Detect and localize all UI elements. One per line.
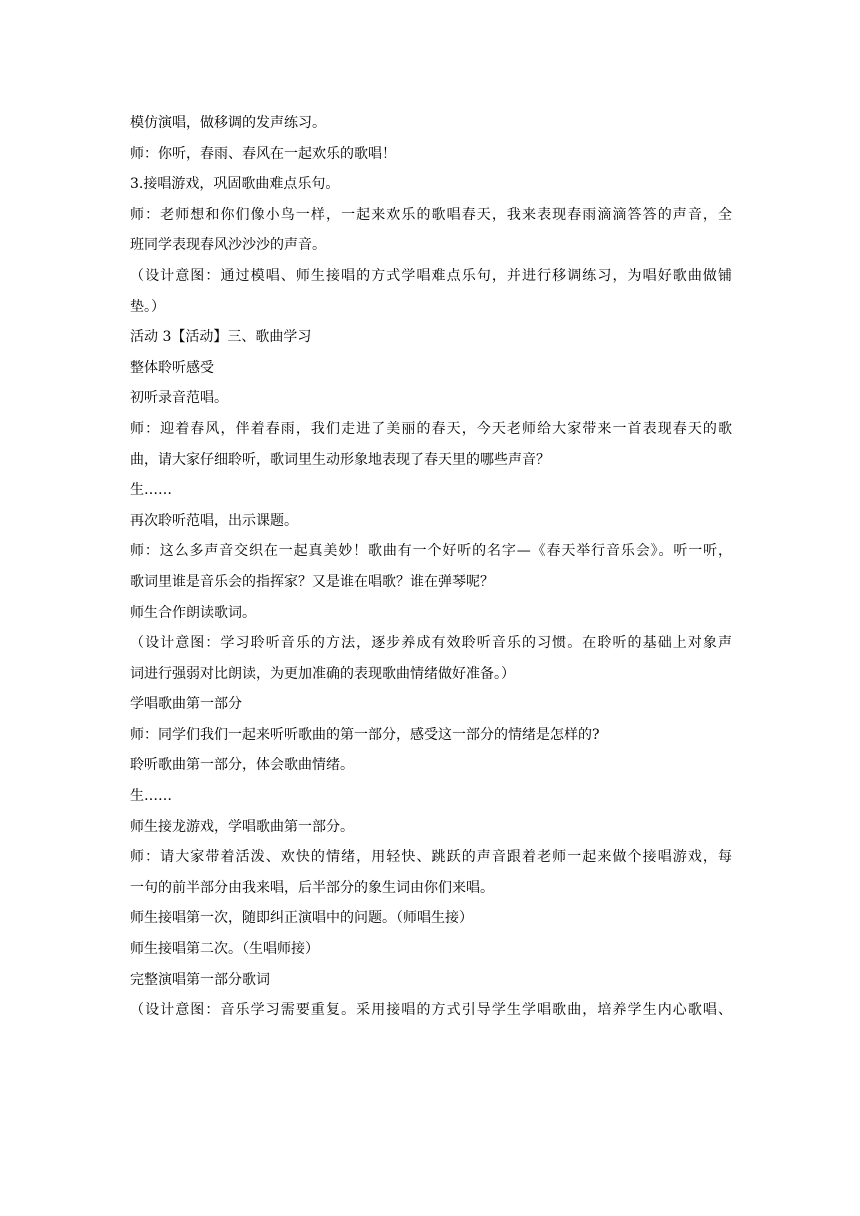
text-line: 再次聆听范唱，出示课题。 bbox=[130, 512, 298, 529]
text-line: 整体聆听感受 bbox=[130, 359, 214, 376]
text-line: 模仿演唱，做移调的发声练习。 bbox=[130, 115, 326, 131]
text-line: （设计意图：音乐学习需要重复。采用接唱的方式引导学生学唱歌曲，培养学生内心歌唱、 bbox=[130, 1002, 732, 1019]
text-line: 师：请大家带着活泼、欢快的情绪，用轻快、跳跃的声音跟着老师一起来做个接唱游戏，每 bbox=[130, 849, 732, 866]
paragraph bbox=[130, 414, 732, 475]
text-line: 一句的前半部分由我来唱，后半部分的象生词由你们来唱。 bbox=[130, 879, 494, 896]
paragraph bbox=[130, 200, 732, 261]
text-line: 初听录音范唱。 bbox=[130, 390, 228, 407]
paragraph bbox=[130, 536, 732, 597]
text-line: 歌词里谁是音乐会的指挥家？又是谁在唱歌？谁在弹琴呢？ bbox=[130, 573, 494, 590]
text-line: 学唱歌曲第一部分 bbox=[130, 696, 242, 713]
paragraph bbox=[130, 261, 732, 322]
text-line: 完整演唱第一部分歌词 bbox=[130, 971, 270, 988]
text-line: 师生接唱第一次，随即纠正演唱中的问题。（师唱生接） bbox=[130, 910, 473, 927]
paragraph bbox=[130, 842, 732, 903]
text-line: 词进行强弱对比朗读，为更加准确的表现歌曲情绪做好准备。） bbox=[130, 665, 515, 682]
text-line: （设计意图：学习聆听音乐的方法，逐步养成有效聆听音乐的习惯。在聆听的基础上对象声 bbox=[130, 635, 732, 652]
text-line: 师生接龙游戏，学唱歌曲第一部分。 bbox=[130, 818, 354, 835]
text-line: 师：你听，春雨、春风在一起欢乐的歌唱！ bbox=[130, 145, 396, 162]
text-line: 师：同学们我们一起来听听歌曲的第一部分，感受这一部分的情绪是怎样的? bbox=[130, 726, 600, 743]
text-line: 聆听歌曲第一部分，体会歌曲情绪。 bbox=[130, 757, 354, 774]
text-line: 班同学表现春风沙沙沙的声音。 bbox=[130, 237, 326, 254]
text-line: 曲，请大家仔细聆听，歌词里生动形象地表现了春天里的哪些声音？ bbox=[130, 451, 550, 468]
text-line: 师：老师想和你们像小鸟一样，一起来欢乐的歌唱春天，我来表现春雨滴滴答答的声音，全 bbox=[130, 206, 732, 223]
section-heading: 活动 3【活动】三、歌曲学习 bbox=[130, 329, 312, 346]
text-line: 师：迎着春风，伴着春雨，我们走进了美丽的春天，今天老师给大家带来一首表现春天的歌 bbox=[130, 420, 732, 437]
paragraph bbox=[130, 628, 732, 689]
text-line: 师：这么多声音交织在一起真美妙！歌曲有一个好听的名字—《春天举行音乐会》。听一听， bbox=[130, 543, 732, 560]
text-line: 生…… bbox=[130, 482, 172, 499]
text-line: （设计意图：通过模唱、师生接唱的方式学唱难点乐句，并进行移调练习，为唱好歌曲做铺 bbox=[130, 267, 732, 284]
text-line: 3.接唱游戏，巩固歌曲难点乐句。 bbox=[130, 176, 340, 193]
text-line: 生…… bbox=[130, 788, 172, 805]
text-line: 师生合作朗读歌词。 bbox=[130, 604, 256, 621]
text-line: 师生接唱第二次。（生唱师接） bbox=[130, 941, 319, 958]
text-line: 垫。） bbox=[130, 298, 165, 315]
paragraph bbox=[130, 995, 732, 1026]
document-body bbox=[130, 108, 732, 1026]
